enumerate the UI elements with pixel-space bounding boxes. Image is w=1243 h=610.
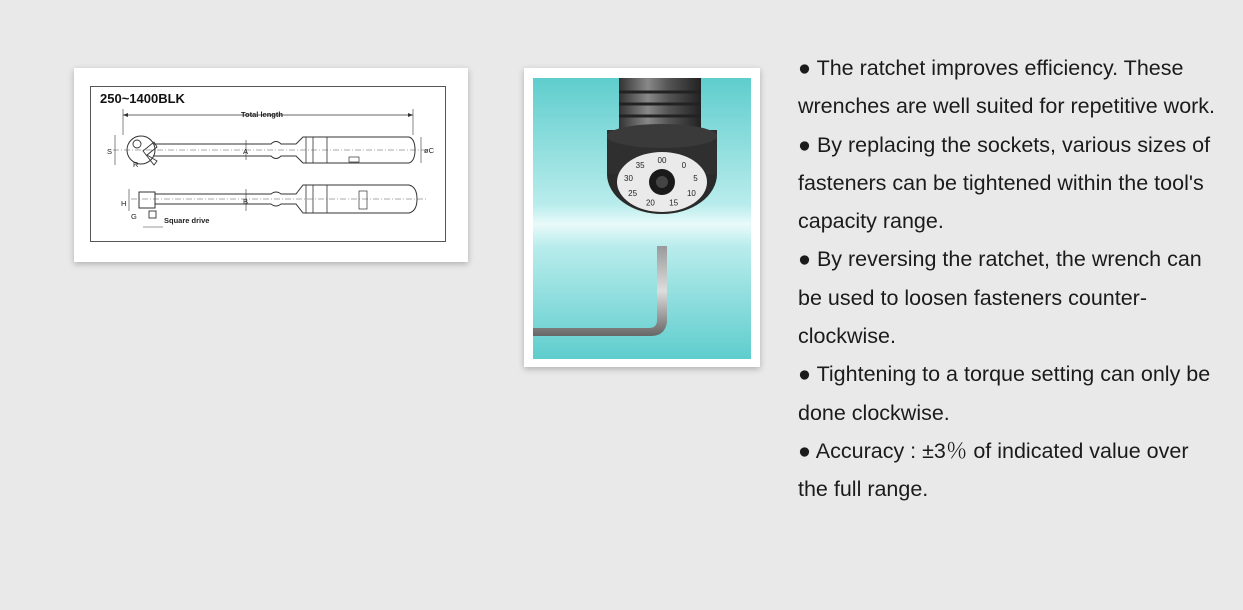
square-drive-label: Square drive [164, 216, 210, 225]
dial-number: 25 [628, 189, 638, 198]
dimension-c-label: øC [424, 146, 434, 155]
torque-wrench-photo [533, 78, 751, 359]
feature-item: ● Tightening to a torque setting can only be done clockwise. [798, 362, 1211, 425]
wrench-dial-illustration [533, 78, 751, 359]
dimension-g-label: G [131, 212, 137, 221]
dial-number: 35 [635, 161, 645, 171]
feature-item: ● By replacing the sockets, various sizes of fasteners can be tightened within the tool's capacity range. [798, 132, 1211, 234]
dial-number: 0 [681, 161, 687, 171]
dimension-h-label: H [121, 199, 127, 208]
wrench-schematic [91, 87, 445, 241]
dial-number: 30 [624, 174, 633, 184]
dimension-b-label: B [243, 197, 249, 206]
dial-number: 00 [657, 156, 667, 165]
total-length-label: Total length [241, 110, 283, 119]
dimension-r-label: R [133, 160, 139, 169]
model-label: 250~1400BLK [100, 91, 185, 106]
feature-item: ● The ratchet improves efficiency. These wrenches are well suited for repetitive work. [798, 56, 1216, 119]
dimension-s-label: S [107, 147, 113, 156]
dial-number: 20 [645, 198, 655, 208]
dial-number: 5 [693, 174, 698, 184]
dimension-drawing [90, 86, 446, 242]
feature-item: ● By reversing the ratchet, the wrench can be used to loosen fasteners counter-clockwise. [798, 247, 1202, 349]
product-photo-card [524, 68, 760, 367]
dimension-a-label: A [243, 147, 249, 156]
feature-item: ● Accuracy : ±3％ of indicated value over the full range. [798, 438, 1189, 502]
dial-number: 15 [669, 198, 679, 208]
dimension-drawing-card [74, 68, 468, 262]
dial-number: 10 [686, 189, 696, 198]
feature-list [798, 49, 1218, 509]
